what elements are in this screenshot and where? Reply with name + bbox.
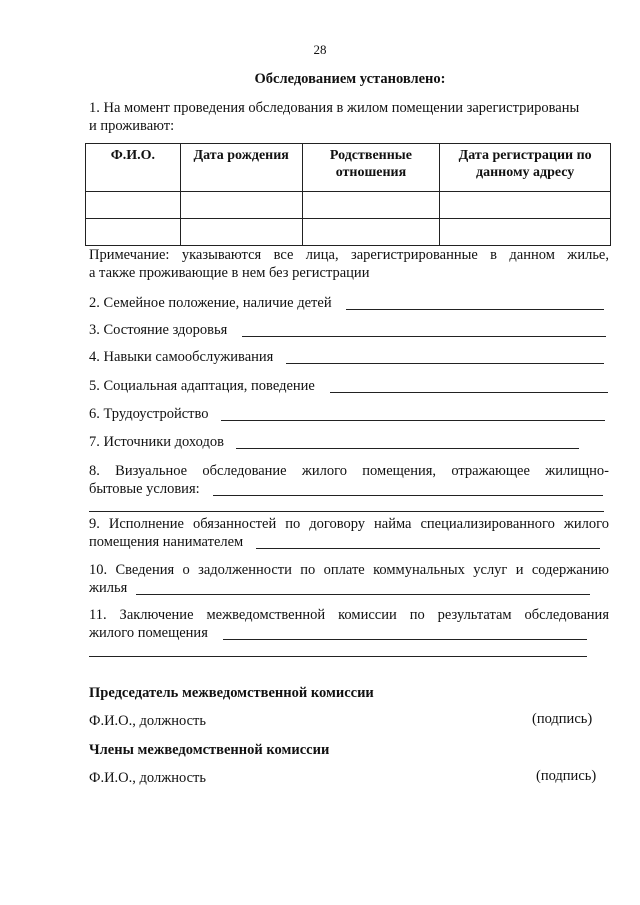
- item-8-line-1: 8. Визуальное обследование жилого помещения, отражающее жилищно-: [89, 463, 609, 479]
- item-1-line-1: 1. На момент проведения обследования в жилом помещении зарегистрированы: [89, 100, 580, 116]
- table-row: [86, 192, 611, 219]
- residents-table: [85, 143, 611, 246]
- chair-name-label: Ф.И.О., должность: [89, 713, 206, 729]
- table-cell[interactable]: [440, 219, 611, 246]
- item-7-label: 7. Источники доходов: [89, 434, 224, 450]
- item-11-answer-line-1[interactable]: [223, 639, 587, 640]
- table-header-row: [86, 144, 611, 192]
- item-10-line-2: жилья: [89, 580, 128, 596]
- member-name-label: Ф.И.О., должность: [89, 770, 206, 786]
- item-11-answer-line-2[interactable]: [89, 656, 587, 657]
- item-7-answer-line[interactable]: [236, 448, 579, 449]
- item-8-answer-line-1[interactable]: [213, 495, 603, 496]
- member-signature-label: (подпись): [536, 768, 597, 784]
- section-heading: Обследованием установлено:: [254, 71, 446, 87]
- item-6-label: 6. Трудоустройство: [89, 406, 209, 422]
- table-cell[interactable]: [180, 219, 302, 246]
- table-cell[interactable]: [440, 192, 611, 219]
- table-cell[interactable]: [86, 192, 181, 219]
- column-header-birth-date: Дата рождения: [180, 144, 302, 192]
- table-cell[interactable]: [302, 219, 440, 246]
- chair-signature-label: (подпись): [532, 711, 593, 727]
- item-11-line-2: жилого помещения: [89, 625, 208, 641]
- item-2-answer-line[interactable]: [346, 309, 604, 310]
- item-9-line-2: помещения нанимателем: [89, 534, 244, 550]
- item-5-label: 5. Социальная адаптация, поведение: [89, 378, 315, 394]
- table-row: [86, 219, 611, 246]
- item-5-answer-line[interactable]: [330, 392, 608, 393]
- item-9-answer-line[interactable]: [256, 548, 600, 549]
- column-header-relationship: Родственные отношения: [302, 144, 440, 192]
- item-9-line-1: 9. Исполнение обязанностей по договору найма специализированного жилого: [89, 516, 609, 532]
- note-line-1: Примечание: указываются все лица, зарегистрированные в данном жилье,: [89, 247, 609, 263]
- item-3-answer-line[interactable]: [242, 336, 606, 337]
- item-10-line-1: 10. Сведения о задолженности по оплате коммунальных услуг и содержанию: [89, 562, 609, 578]
- item-4-answer-line[interactable]: [286, 363, 604, 364]
- item-2-label: 2. Семейное положение, наличие детей: [89, 295, 332, 311]
- item-8-answer-line-2[interactable]: [89, 511, 604, 512]
- item-4-label: 4. Навыки самообслуживания: [89, 349, 274, 365]
- item-11-line-1: 11. Заключение межведомственной комиссии по результатам обследования: [89, 607, 609, 623]
- column-header-registration-date: Дата регистрации по данному адресу: [440, 144, 611, 192]
- item-3-label: 3. Состояние здоровья: [89, 322, 228, 338]
- item-8-line-2: бытовые условия:: [89, 481, 200, 497]
- item-1-line-2: и проживают:: [89, 118, 175, 134]
- table-cell[interactable]: [180, 192, 302, 219]
- table-cell[interactable]: [302, 192, 440, 219]
- chair-title: Председатель межведомственной комиссии: [89, 685, 374, 701]
- column-header-name: Ф.И.О.: [86, 144, 181, 192]
- note-line-2: а также проживающие в нем без регистрации: [89, 265, 370, 281]
- item-6-answer-line[interactable]: [221, 420, 605, 421]
- page-number: 28: [313, 42, 327, 57]
- item-10-answer-line[interactable]: [136, 594, 590, 595]
- members-title: Члены межведомственной комиссии: [89, 742, 330, 758]
- table-cell[interactable]: [86, 219, 181, 246]
